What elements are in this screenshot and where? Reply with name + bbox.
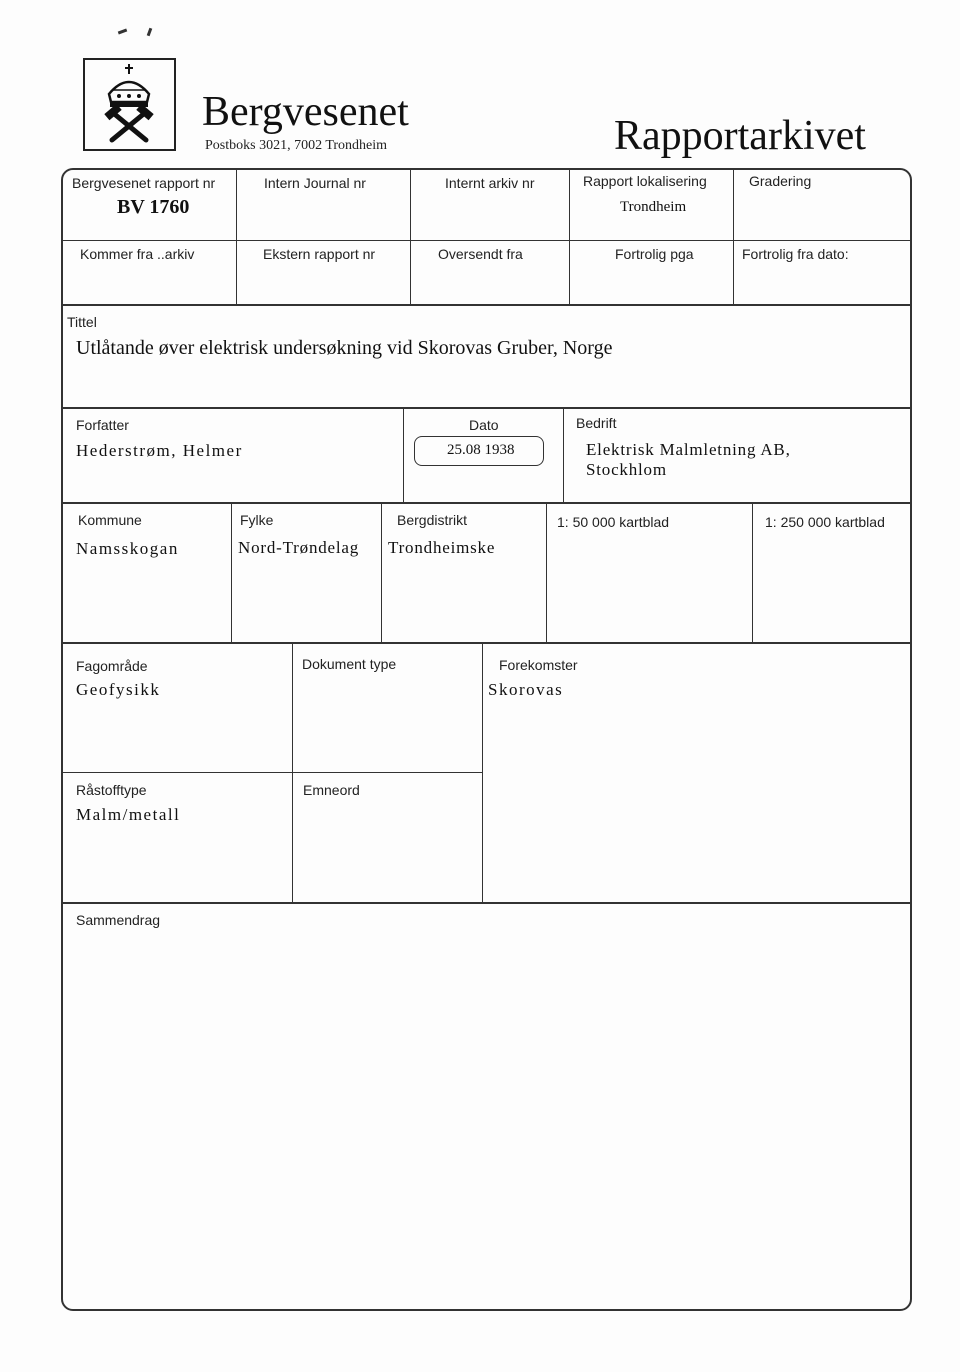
gradering-label: Gradering: [749, 173, 812, 189]
fortrolig-dato-label: Fortrolig fra dato:: [742, 246, 849, 262]
forekomster-value: Skorovas: [488, 680, 564, 699]
archive-title: Rapportarkivet: [614, 113, 866, 159]
rapport-nr-value: BV 1760: [117, 196, 190, 218]
bedrift-value-line2: Stockhlom: [586, 460, 667, 479]
sammendrag-label: Sammendrag: [76, 912, 161, 928]
emneord-label: Emneord: [303, 782, 360, 798]
forfatter-value: Hederstrøm, Helmer: [76, 441, 243, 460]
divider-v: [733, 170, 734, 304]
fagomrade-value: Geofysikk: [76, 680, 161, 699]
scan-mark: [147, 28, 153, 37]
journal-label: Intern Journal nr: [264, 175, 366, 191]
divider-row2-top: [62, 240, 910, 241]
fylke-label: Fylke: [240, 512, 274, 528]
org-name: Bergvesenet: [202, 89, 409, 135]
org-address: Postboks 3021, 7002 Trondheim: [205, 138, 388, 153]
kommune-label: Kommune: [78, 512, 142, 528]
tittel-value: Utlåtande øver elektrisk undersøkning vid Skorovas Gruber, Norge: [76, 337, 613, 359]
tittel-label: Tittel: [67, 314, 97, 330]
divider-v: [231, 502, 232, 642]
forekomster-label: Forekomster: [499, 657, 578, 673]
dato-label: Dato: [469, 417, 499, 433]
divider-v: [381, 502, 382, 642]
divider-v: [546, 502, 547, 642]
oversendt-label: Oversendt fra: [438, 246, 523, 262]
dato-value: 25.08 1938: [447, 442, 515, 458]
rastofftype-label: Råstofftype: [76, 782, 147, 798]
divider-v: [752, 502, 753, 642]
lokalisering-label: Rapport lokalisering: [583, 173, 707, 189]
divider-v: [403, 407, 404, 502]
kommer-fra-label: Kommer fra ..arkiv: [80, 246, 195, 262]
rastofftype-value: Malm/metall: [76, 805, 181, 824]
divider-forfatter-top: [62, 407, 910, 409]
kartblad-250-label: 1: 250 000 kartblad: [765, 514, 885, 530]
rapport-nr-label: Bergvesenet rapport nr: [72, 175, 216, 191]
internt-arkiv-label: Internt arkiv nr: [445, 175, 535, 191]
bergdistrikt-value: Trondheimske: [388, 538, 496, 557]
bedrift-label: Bedrift: [576, 415, 617, 431]
bergdistrikt-label: Bergdistrikt: [397, 512, 468, 528]
divider-v: [563, 407, 564, 502]
fagomrade-label: Fagområde: [76, 658, 148, 674]
divider-sammendrag-top: [62, 902, 910, 904]
divider-v: [410, 170, 411, 304]
divider-v: [292, 642, 293, 902]
divider-tittel-top: [62, 304, 910, 306]
divider-fag-top: [62, 642, 910, 644]
divider-v: [569, 170, 570, 304]
forfatter-label: Forfatter: [76, 417, 129, 433]
fortrolig-pga-label: Fortrolig pga: [615, 246, 694, 262]
divider-kommune-top: [62, 502, 910, 504]
lokalisering-value: Trondheim: [620, 199, 687, 215]
bedrift-value-line1: Elektrisk Malmletning AB,: [586, 440, 791, 459]
scan-mark: [118, 29, 127, 35]
kartblad-50-label: 1: 50 000 kartblad: [557, 514, 670, 530]
dokument-type-label: Dokument type: [302, 656, 397, 672]
ekstern-label: Ekstern rapport nr: [263, 246, 376, 262]
logo-box: [83, 58, 176, 151]
divider-rastoff-top: [62, 772, 482, 773]
fylke-value: Nord-Trøndelag: [238, 538, 360, 557]
divider-v: [482, 642, 483, 902]
crown-hammers-logo-icon: [85, 60, 174, 149]
divider-v: [236, 170, 237, 304]
kommune-value: Namsskogan: [76, 539, 179, 558]
